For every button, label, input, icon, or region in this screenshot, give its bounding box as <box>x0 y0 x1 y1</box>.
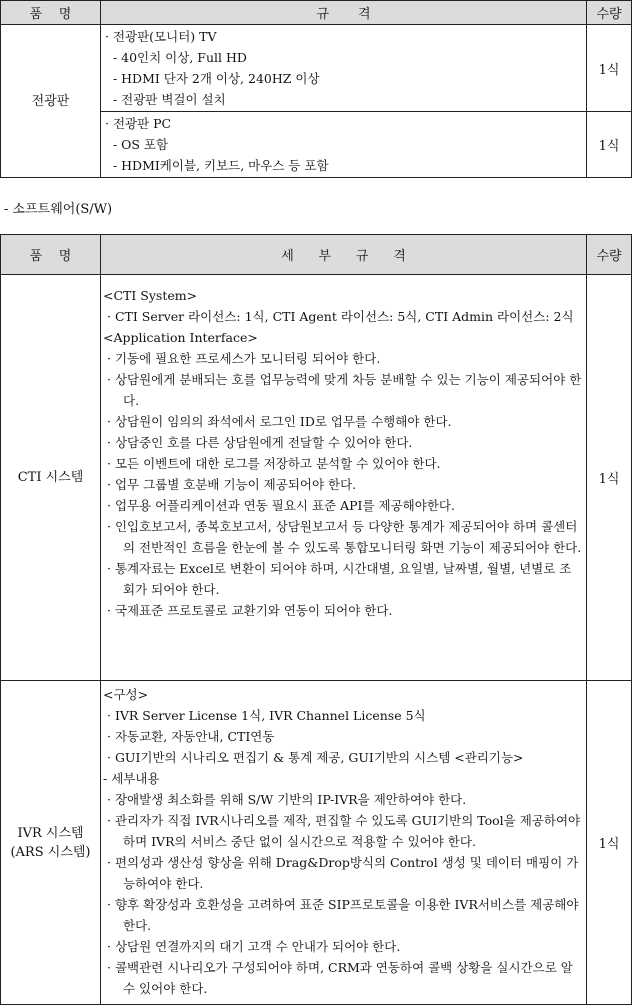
header-name: 품 명 <box>1 1 101 25</box>
spec-list <box>103 285 582 621</box>
spec-line: - HDMI케이블, 키보드, 마우스 등 포함 <box>105 158 329 173</box>
qty-cell: 1식 <box>587 112 632 178</box>
item-name-cti: CTI 시스템 <box>1 275 101 681</box>
spec-cti <box>101 275 587 681</box>
qty-cell: 1식 <box>587 681 632 1005</box>
spec-bullet: · IVR Server License 1식, IVR Channel License 5식 <box>107 708 426 723</box>
spec-ivr <box>101 681 587 1005</box>
spec-bullet: · 자동교환, 자동안내, CTI연동 <box>107 729 275 744</box>
spec-bullet: · 관리자가 직접 IVR시나리오를 제작, 편집할 수 있도록 GUI기반의 Tool을 제공하여야 하며 IVR의 서비스 중단 없이 실시간으로 적용할 수 있어야 한다. <box>107 813 581 849</box>
spec-bullet: · 상담원이 임의의 좌석에서 로그인 ID로 업무를 수행해야 한다. <box>107 414 452 429</box>
spec-heading: - 세부내용 <box>103 771 160 786</box>
spec-bullet: · 업무 그룹별 호분배 기능이 제공되어야 한다. <box>107 477 357 492</box>
spec-heading: <Application Interface> <box>103 330 258 345</box>
spec-bullet: · 상담원 연결까지의 대기 고객 수 안내가 되어야 한다. <box>107 939 401 954</box>
spec-line: · 전광판(모니터) TV <box>105 29 217 44</box>
spec-bullet: · 콜백관련 시나리오가 구성되어야 하며, CRM과 연동하여 콜백 상황을 실시간으로 알 수 있어야 한다. <box>107 960 573 996</box>
spec-heading: <CTI System> <box>103 288 198 303</box>
spec-line: - HDMI 단자 2개 이상, 240HZ 이상 <box>105 71 320 86</box>
item-name-ivr: IVR 시스템 (ARS 시스템) <box>1 681 101 1005</box>
spec-bullet: · 향후 확장성과 호환성을 고려하여 표준 SIP프로토콜을 이용한 IVR서비스를 제공해야 한다. <box>107 897 579 933</box>
header-name: 품 명 <box>1 235 101 275</box>
software-table <box>0 234 632 1005</box>
spec-bullet: · CTI Server 라이선스: 1식, CTI Agent 라이선스: 5식, CTI Admin 라이선스: 2식 <box>107 309 574 324</box>
header-qty: 수량 <box>587 235 632 275</box>
qty-cell: 1식 <box>587 275 632 681</box>
spec-heading: <구성> <box>103 687 149 702</box>
section-label: - 소프트웨어(S/W) <box>4 202 113 217</box>
spec-line: · 전광판 PC <box>105 116 172 131</box>
spec-line: - 전광판 벽걸이 설치 <box>105 92 226 107</box>
spec-bullet: · GUI기반의 시나리오 편집기 & 통계 제공, GUI기반의 시스템 <관리기능> <box>107 750 524 765</box>
hardware-table <box>0 0 632 178</box>
spec-bullet: · 인입호보고서, 종복호보고서, 상담원보고서 등 다양한 통계가 제공되어야 하며 콜센터의 전반적인 흐름을 한눈에 볼 수 있도록 통합모니터링 화면 기능이 제공되어야 한다. <box>107 519 582 555</box>
spec-bullet: · 기동에 필요한 프로세스가 모니터링 되어야 한다. <box>107 351 381 366</box>
spec-bullet: · 업무용 어플리케이션과 연동 필요시 표준 API를 제공해야한다. <box>107 498 455 513</box>
spec-list <box>103 684 582 999</box>
header-qty: 수량 <box>587 1 632 25</box>
header-spec: 규 격 <box>101 1 587 25</box>
spec-group-tv <box>101 25 587 112</box>
spec-bullet: · 장애발생 최소화를 위해 S/W 기반의 IP-IVR을 제안하여야 한다. <box>107 792 467 807</box>
header-spec: 세 부 규 격 <box>101 235 587 275</box>
spec-bullet: · 상담원에게 분배되는 호를 업무능력에 맞게 차등 분배할 수 있는 기능이 제공되어야 한다. <box>107 372 582 408</box>
spec-line: - 40인치 이상, Full HD <box>105 50 247 65</box>
spec-group-pc <box>101 112 587 178</box>
spec-line: - OS 포함 <box>105 137 169 152</box>
spec-bullet: · 국제표준 프로토콜로 교환기와 연동이 되어야 한다. <box>107 603 393 618</box>
item-name: 전광판 <box>1 25 101 178</box>
spec-bullet: · 편의성과 생산성 향상을 위해 Drag&Drop방식의 Control 생성 및 데이터 매핑이 가능하여야 한다. <box>107 855 579 891</box>
spec-bullet: · 상담중인 호를 다른 상담원에게 전달할 수 있어야 한다. <box>107 435 413 450</box>
qty-cell: 1식 <box>587 25 632 112</box>
spec-bullet: · 모든 이벤트에 대한 로그를 저장하고 분석할 수 있어야 한다. <box>107 456 441 471</box>
spec-bullet: · 통계자료는 Excel로 변환이 되어야 하며, 시간대별, 요일별, 날짜별, 월별, 년별로 조회가 되어야 한다. <box>107 561 572 597</box>
